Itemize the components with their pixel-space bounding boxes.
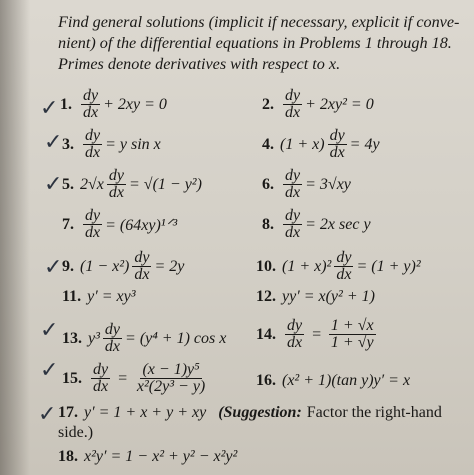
denominator: dx [93,378,109,395]
problem-number: 11. [62,288,82,305]
numerator: dy [285,167,301,184]
problem-8 [262,208,371,241]
check-mark-17: ✓ [38,402,57,427]
problem-16 [256,372,410,390]
equation-rest: = 4y [349,135,380,153]
check-mark-13: ✓ [40,318,59,343]
equation-text: yy′ = x(y² + 1) [282,288,375,305]
problem-7 [62,208,177,241]
problem-number: 8. [262,215,274,233]
equation-rest: = 3√xy [305,175,351,193]
problem-number: 7. [62,215,74,233]
problem-number: 2. [262,95,274,113]
equation-text: (x² + 1)(tan y)y′ = x [282,372,411,389]
equation-prefix: 2√x [80,175,104,193]
derivative-fraction [107,168,126,201]
problem-12 [256,288,375,306]
derivative-fraction [334,250,353,283]
equation-prefix: (1 − x²) [80,257,130,275]
denominator: dx [85,224,101,241]
problem-4 [262,128,380,161]
derivative-fraction [283,88,302,121]
problem-14 [256,318,379,351]
problem-number: 17. [58,404,78,421]
problem-number: 18. [58,448,78,465]
denominator: dx [285,104,301,121]
problem-number: 9. [62,257,74,275]
denominator: dx [285,184,301,201]
denominator: dx [85,144,101,161]
denominator: dx [287,334,303,351]
problem-6 [262,168,351,201]
problem-number: 5. [62,175,74,193]
problem-number: 6. [262,175,274,193]
numerator: dy [336,249,352,266]
problem-number: 13. [62,329,82,347]
problem-9 [62,250,184,283]
derivative-fraction [283,168,302,201]
numerator: dy [85,127,101,144]
numerator: dy [108,167,124,184]
problem-11 [62,288,136,306]
suggestion-text-line-2: side.) [58,424,94,441]
problem-10 [256,250,421,283]
equation-text: y′ = 1 + x + y + xy [84,404,207,421]
denominator: dx [329,144,345,161]
equation-rest: = (64xy)¹ᐟ³ [105,216,178,234]
problem-number: 3. [62,135,74,153]
problem-13 [62,322,226,355]
derivative-fraction [81,88,100,121]
equation-rest: = (1 + y)² [356,257,421,275]
equation-rest: = y sin x [105,135,161,153]
check-mark-15: ✓ [40,358,59,383]
instructions-line-1: Find general solutions (implicit if necessary, explicit if conve- [58,13,460,31]
denominator: dx [83,104,99,121]
equation-prefix: y³ [88,329,100,347]
problem-5 [62,168,202,201]
numerator: dy [329,127,345,144]
equation-rest: + 2xy² = 0 [305,95,374,113]
right-fraction [135,362,207,395]
denominator: dx [285,224,301,241]
problem-number: 10. [256,257,276,275]
denominator: x²(2y³ − y) [136,378,206,395]
equals-sign: = [117,369,128,387]
derivative-fraction [83,208,102,241]
problem-17-continuation [58,424,93,442]
problem-number: 1. [60,95,72,113]
numerator: dy [285,87,301,104]
right-fraction [329,318,376,351]
denominator: dx [104,338,121,355]
equation-rest: = √(1 − y²) [129,175,202,193]
numerator: dy [134,249,150,266]
instructions-line-3: Primes denote derivatives with respect to x. [58,55,341,73]
equation-rest: = 2y [154,257,185,275]
derivative-fraction [285,318,304,351]
numerator: dy [85,207,101,224]
check-mark-3: ✓ [44,130,63,155]
suggestion-text: Factor the right-hand [306,404,442,421]
equation-rest: = (y⁴ + 1) cos x [125,329,227,347]
numerator: dy [104,321,121,338]
check-mark-9: ✓ [44,255,63,280]
suggestion-label: (Suggestion: [218,404,302,421]
equation-text: y′ = xy³ [87,288,136,305]
numerator: 1 + √x [330,317,374,334]
equation-text: x²y′ = 1 − x² + y² − x²y² [84,448,238,465]
derivative-fraction [91,362,110,395]
numerator: dy [287,317,303,334]
denominator: dx [336,266,352,283]
derivative-fraction [103,322,122,355]
denominator: 1 + √y [330,334,374,351]
denominator: dx [108,184,124,201]
derivative-fraction [83,128,102,161]
derivative-fraction [283,208,302,241]
equation-rest: + 2xy = 0 [103,95,167,113]
problem-15 [62,362,210,395]
instructions [58,12,470,75]
denominator: dx [134,266,150,283]
problem-2 [262,88,374,121]
problem-1 [60,88,167,121]
problem-17 [58,404,442,422]
problem-18 [58,448,237,466]
problem-number: 4. [262,135,274,153]
numerator: (x − 1)y⁵ [142,361,200,378]
problem-number: 15. [62,369,82,387]
derivative-fraction [132,250,151,283]
problem-number: 16. [256,372,276,389]
problem-number: 14. [256,325,276,343]
numerator: dy [93,361,109,378]
equation-prefix: (1 + x)² [282,257,332,275]
page-shadow [0,0,30,475]
check-mark-5: ✓ [44,172,63,197]
problem-number: 12. [256,288,276,305]
equation-prefix: (1 + x) [280,135,325,153]
numerator: dy [83,87,99,104]
numerator: dy [285,207,301,224]
problem-3 [62,128,161,161]
check-mark-1: ✓ [40,96,59,121]
derivative-fraction [328,128,347,161]
equation-rest: = 2x sec y [305,215,371,233]
instructions-line-2: nient) of the differential equations in Problems 1 through 18. [58,34,452,52]
equals-sign: = [311,325,322,343]
